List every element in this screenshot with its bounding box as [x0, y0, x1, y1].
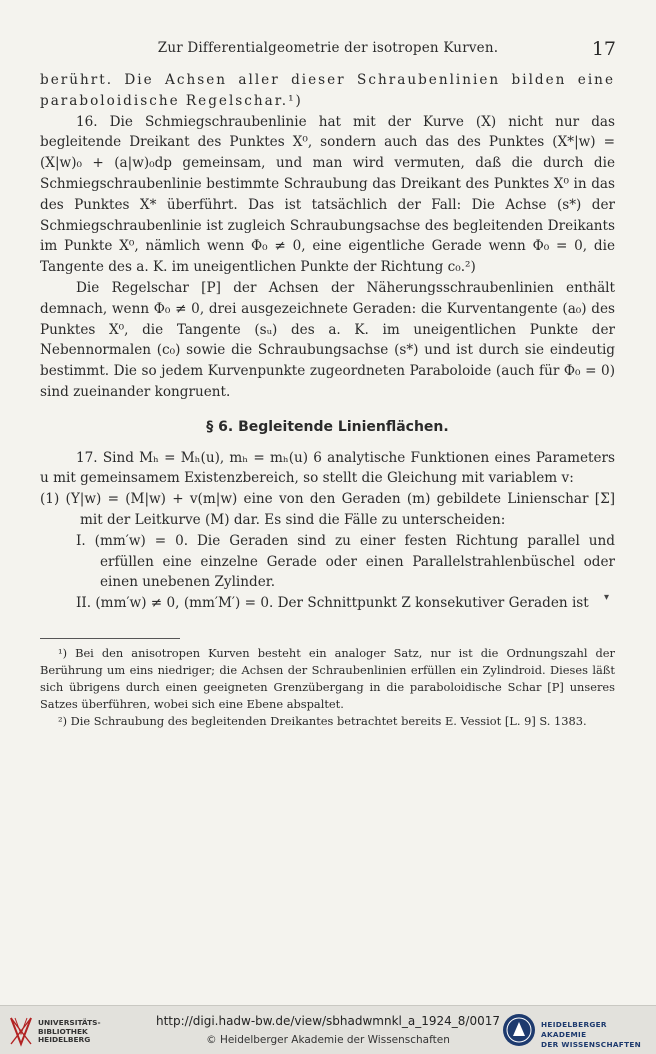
page-body	[40, 70, 615, 730]
equation-1: (1) (Y|w) = (M|w) + v(m|w) eine von den Geraden (m) gebildete Linienschar [Σ] mit der Leitkurve (M) dar. Es sind die Fälle zu unterscheiden:	[40, 491, 615, 528]
academy-logo[interactable]	[501, 1012, 646, 1048]
viewer-footer	[0, 1005, 656, 1054]
page-header	[40, 38, 616, 62]
paragraph-17: 17. Sind Mₕ = Mₕ(u), mₕ = mₕ(u) 6 analytische Funktionen eines Parameters u mit gemeinsamem Existenzbereich, so stellt die Gleichung mit variablem v:	[40, 449, 615, 487]
footnote-2: ²) Die Schraubung des begleitenden Dreikantes betrachtet bereits E. Vessiot [L. 9] S. 1383.	[58, 713, 587, 728]
case-ii: II. (mm′w) ≠ 0, (mm′M′) = 0. Der Schnittpunkt Z konsekutiver Geraden ist	[76, 595, 589, 612]
source-url-link[interactable]: http://digi.hadw-bw.de/view/sbhadwmnkl_a_1924_8/0017	[155, 1014, 500, 1028]
paragraph-16: 16. Die Schmiegschraubenlinie hat mit der Kurve (X) nicht nur das begleitende Dreikant des Punktes X⁰, sondern auch das des Punktes (X*|w) = (X|w)₀ + (a|w)₀dp gemeinsam, und man wird vermuten, daß die durch die Schmiegschraubenlinie bestimmte Schraubung das Dreikant des Punktes X⁰ in das des Punktes X* überführt. Das ist tatsächlich der Fall: Die Achse (s*) der Schmiegschraubenlinie ist zugleich Schraubungsachse des begleitenden Dreikants im Punkte X⁰, nämlich wenn Φ₀ ≠ 0, eine eigentliche Gerade wenn Φ₀ = 0, die Tangente des a. K. im uneigentlichen Punkte der Richtung c₀.²)	[40, 113, 615, 276]
footnotes	[40, 645, 615, 730]
library-name: UNIVERSITÄTS- BIBLIOTHEK HEIDELBERG	[38, 1018, 101, 1045]
stray-mark-icon: ▾	[604, 592, 610, 603]
copyright-notice: © Heidelberger Akademie der Wissenschaften	[206, 1034, 450, 1046]
academy-name: HEIDELBERGER AKADEMIE DER WISSENSCHAFTEN	[541, 1020, 642, 1049]
paragraph-continuation: berührt. Die Achsen aller dieser Schraubenlinien bilden eine paraboloidische Regelschar.¹)	[40, 72, 615, 109]
section-heading: § 6. Begleitende Linienflächen.	[206, 418, 449, 435]
running-title: Zur Differentialgeometrie der isotropen Kurven.	[157, 40, 499, 56]
paragraph-regelschar: Die Regelschar [P] der Achsen der Näherungsschraubenlinien enthält demnach, wenn Φ₀ ≠ 0, drei ausgezeichnete Geraden: die Kurventangente (a₀) des Punktes X⁰, die Tangente (sᵤ) des a. K. im uneigentlichen Punkte der Nebennormalen (c₀) sowie die Schraubungsachse (s*) und ist durch sie eindeutig bestimmt. Die so jedem Kurvenpunkte zugeordneten Paraboloide (auch für Φ₀ = 0) sind zueinander kongruent.	[40, 279, 615, 400]
footnote-rule	[40, 638, 180, 639]
page-number: 17	[591, 38, 616, 60]
case-i: I. (mm′w) = 0. Die Geraden sind zu einer festen Richtung parallel und erfüllen eine einzelne Gerade oder einen Parallelstrahlenbüschel oder einen unebenen Zylinder.	[76, 532, 615, 591]
academy-seal-icon	[501, 1012, 537, 1048]
footnote-1: ¹) Bei den anisotropen Kurven besteht ein analoger Satz, nur ist die Ordnungszahl der Berührung um eins niedriger; die Achsen der Schraubenlinien erfüllen ein Zylindroid. Dieses läßt sich übrigens durch einen geeigneten Grenzübergang in die paraboloidische Schar [P] unseres Satzes überführen, wobei sich eine Ebene abspaltet.	[40, 645, 615, 711]
